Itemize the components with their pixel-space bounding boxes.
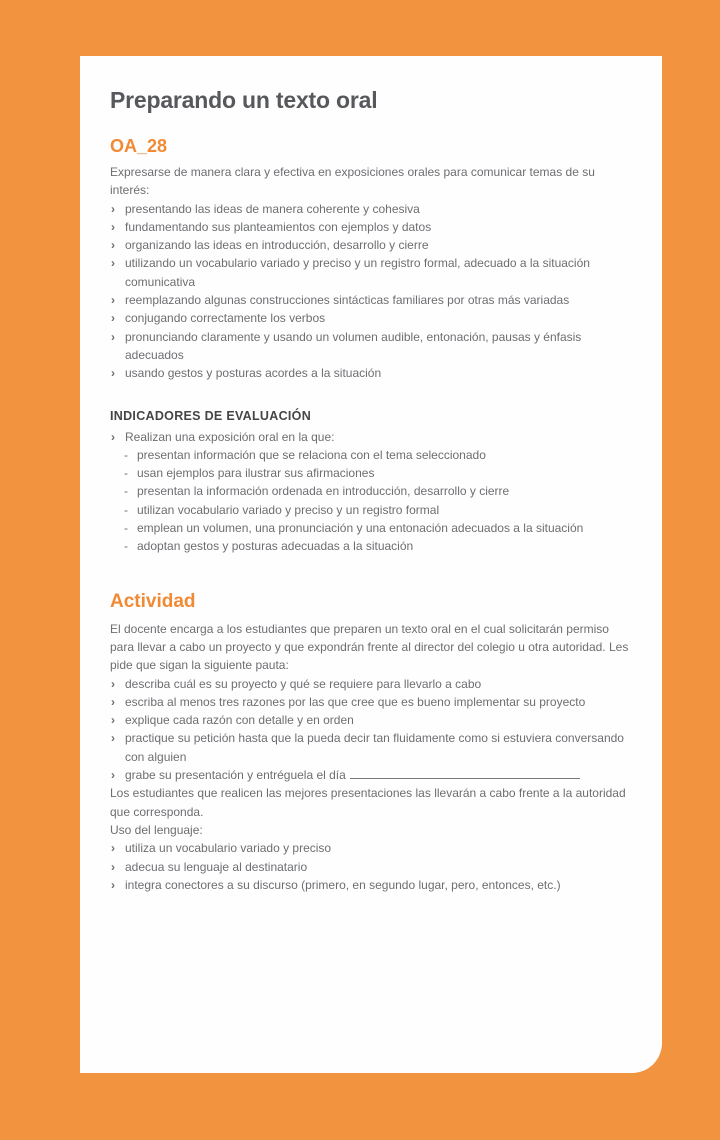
oa28-intro: Expresarse de manera clara y efectiva en exposiciones orales para comunicar temas de su interés: [110, 165, 595, 198]
bullet-text: grabe su presentación y entréguela el día [125, 768, 346, 783]
indicadores-lead-list [110, 428, 634, 446]
dash-item [110, 501, 634, 519]
page-title: Preparando un texto oral [110, 87, 378, 113]
bullet-text: pronunciando claramente y usando un volumen audible, entonación, pausas y énfasis adecuados [125, 329, 582, 362]
section-heading-actividad: Actividad [110, 590, 196, 612]
chevron-bullet-icon: › [111, 201, 115, 216]
chevron-bullet-icon: › [111, 694, 115, 709]
actividad-intro: El docente encarga a los estudiantes que preparen un texto oral en el cual solicitarán permiso para llevar a cabo un proyecto y que expondrán frente al director del colegio u otra autoridad. Les pide que sigan la siguiente pauta: [110, 621, 629, 673]
chevron-bullet-icon: › [111, 219, 115, 234]
bullet-item-with-blank [110, 766, 634, 784]
dash-bullet-icon: - [124, 539, 128, 554]
bullet-item [110, 839, 634, 857]
chevron-bullet-icon: › [111, 713, 115, 728]
chevron-bullet-icon: › [111, 877, 115, 892]
section-heading-oa28: OA_28 [110, 136, 168, 156]
dash-text: utilizan vocabulario variado y preciso y un registro formal [137, 502, 440, 517]
bullet-item [110, 309, 634, 327]
chevron-bullet-icon: › [111, 293, 115, 308]
bullet-item [110, 328, 634, 365]
dash-text: adoptan gestos y posturas adecuadas a la situación [137, 539, 414, 554]
oa28-bullet-list [110, 200, 634, 383]
bullet-item [110, 858, 634, 876]
chevron-bullet-icon: › [111, 676, 115, 691]
chevron-bullet-icon: › [111, 311, 115, 326]
bullet-text: fundamentando sus planteamientos con ejemplos y datos [125, 219, 432, 234]
indicadores-heading: INDICADORES DE EVALUACIÓN [110, 408, 312, 423]
dash-item [110, 464, 634, 482]
chevron-bullet-icon: › [111, 366, 115, 381]
chevron-bullet-icon: › [111, 731, 115, 746]
bullet-item [110, 693, 634, 711]
indicadores-sub-list [110, 446, 634, 556]
chevron-bullet-icon: › [111, 841, 115, 856]
bullet-text: organizando las ideas en introducción, desarrollo y cierre [125, 238, 429, 253]
dash-item [110, 482, 634, 500]
actividad-bullet-list [110, 675, 634, 785]
dash-bullet-icon: - [124, 502, 128, 517]
bullet-text: explique cada razón con detalle y en orden [125, 713, 354, 728]
chevron-bullet-icon: › [111, 859, 115, 874]
chevron-bullet-icon: › [111, 256, 115, 271]
dash-bullet-icon: - [124, 484, 128, 499]
dash-item [110, 537, 634, 555]
chevron-bullet-icon: › [111, 768, 115, 783]
bullet-text: practique su petición hasta que la pueda decir tan fluidamente como si estuviera conversando con alguien [125, 731, 624, 764]
dash-text: presentan información que se relaciona con el tema seleccionado [137, 447, 486, 462]
dash-item [110, 446, 634, 464]
bullet-item [110, 218, 634, 236]
bullet-item [110, 711, 634, 729]
bullet-text: usando gestos y posturas acordes a la situación [125, 366, 382, 381]
bullet-item [110, 254, 634, 291]
bullet-text: utiliza un vocabulario variado y preciso [125, 841, 332, 856]
dash-item [110, 519, 634, 537]
bullet-item [110, 200, 634, 218]
dash-bullet-icon: - [124, 466, 128, 481]
uso-del-lenguaje-heading: Uso del lenguaje: [110, 822, 203, 837]
dash-bullet-icon: - [124, 447, 128, 462]
chevron-bullet-icon: › [111, 429, 115, 444]
dash-text: usan ejemplos para ilustrar sus afirmaciones [137, 466, 375, 481]
actividad-closing: Los estudiantes que realicen las mejores presentaciones las llevarán a cabo frente a la autoridad que corresponda. [110, 786, 626, 819]
bullet-item [110, 729, 634, 766]
bullet-text: Realizan una exposición oral en la que: [125, 429, 335, 444]
bullet-text: utilizando un vocabulario variado y preciso y un registro formal, adecuado a la situación comunicativa [125, 256, 590, 289]
bullet-text: conjugando correctamente los verbos [125, 311, 326, 326]
bullet-item [110, 364, 634, 382]
dash-text: presentan la información ordenada en introducción, desarrollo y cierre [137, 484, 510, 499]
bullet-item [110, 675, 634, 693]
bullet-item [110, 876, 634, 894]
fill-in-blank-line [350, 767, 580, 779]
bullet-text: escriba al menos tres razones por las que cree que es bueno implementar su proyecto [125, 694, 586, 709]
bullet-text: describa cuál es su proyecto y qué se requiere para llevarlo a cabo [125, 676, 482, 691]
dash-text: emplean un volumen, una pronunciación y una entonación adecuados a la situación [137, 521, 584, 536]
bullet-text: presentando las ideas de manera coherente y cohesiva [125, 201, 420, 216]
dash-bullet-icon: - [124, 521, 128, 536]
bullet-item [110, 291, 634, 309]
bullet-text: integra conectores a su discurso (primero, en segundo lugar, pero, entonces, etc.) [125, 877, 561, 892]
chevron-bullet-icon: › [111, 329, 115, 344]
bullet-item [110, 236, 634, 254]
bullet-item [110, 428, 634, 446]
chevron-bullet-icon: › [111, 238, 115, 253]
uso-bullet-list [110, 839, 634, 894]
document-card [80, 56, 662, 1073]
bullet-text: adecua su lenguaje al destinatario [125, 859, 308, 874]
bullet-text: reemplazando algunas construcciones sintácticas familiares por otras más variadas [125, 293, 570, 308]
